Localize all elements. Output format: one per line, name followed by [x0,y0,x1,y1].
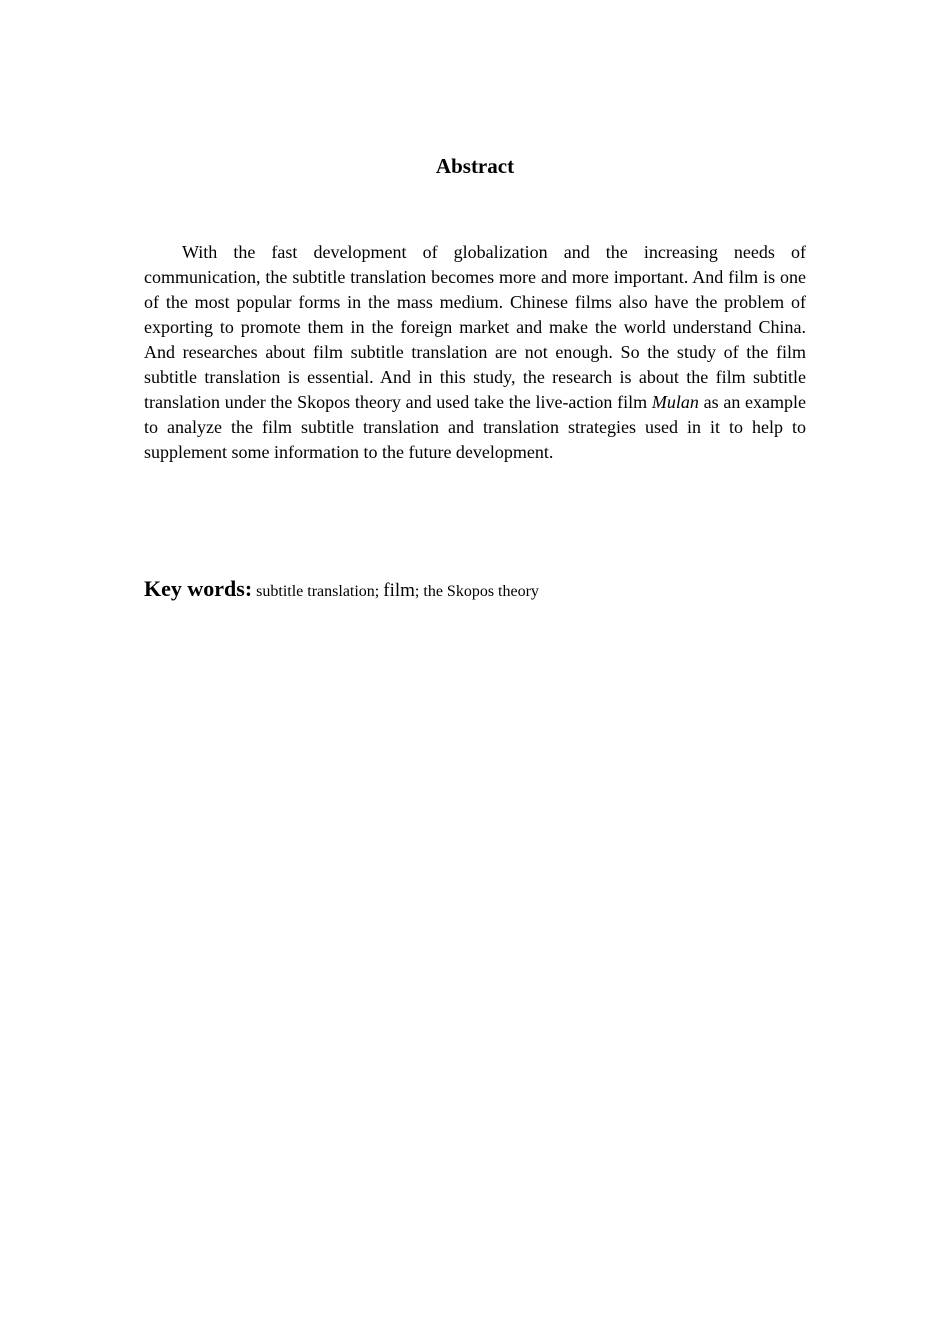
page-title: Abstract [435,154,515,178]
keyword-subtitle-translation: subtitle translation; [256,583,380,600]
abstract-text-part2: as an example to analyze the film subtitle translation and translation strategies used in it to help to supplement some information to the future development. [144,392,807,462]
keywords-line [144,574,806,607]
abstract-paragraph [144,240,806,465]
keywords-label: Key words: [144,576,253,601]
keyword-skopos-theory: ; the Skopos theory [414,583,539,600]
abstract-text-part1: With the fast development of globalization and the increasing needs of communication, the subtitle translation becomes more and more important. And film is one of the most popular forms in the mass medium. Chinese films also have the problem of exporting to promote them in the foreign market and make the world understand China. And researches about film subtitle translation are not enough. So the study of the film subtitle translation is essential. And in this study, the research is about the film subtitle translation under the Skopos theory and used take the live-action film [144,242,806,412]
film-title-mulan: Mulan [651,392,699,412]
keyword-film: film [383,580,415,601]
